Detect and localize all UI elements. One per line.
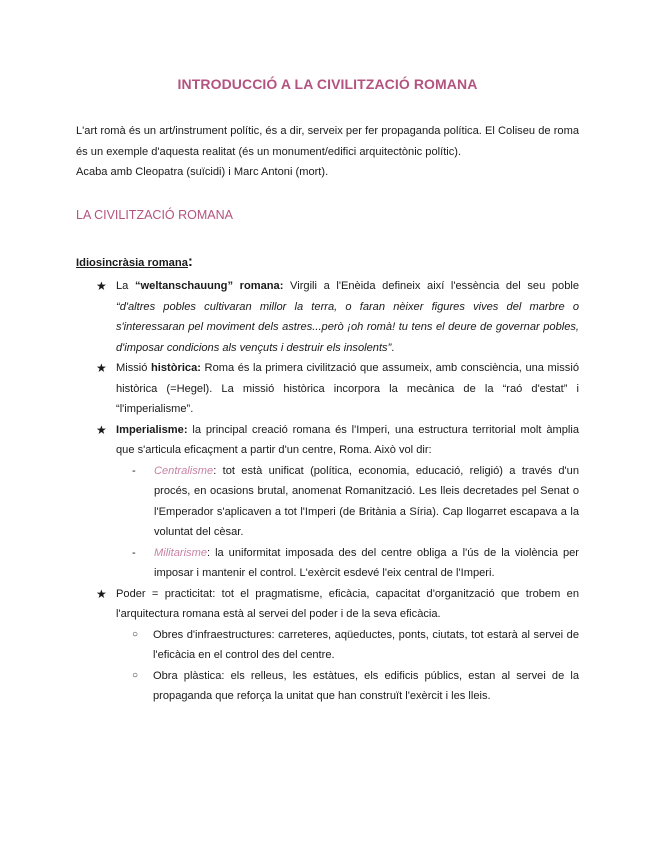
star-bullet-icon: ★: [96, 361, 107, 375]
list-item-missio: [76, 358, 579, 420]
circle-bullet-icon: ○: [132, 669, 139, 681]
subheading-colon: :: [187, 253, 193, 270]
sub-item-term: Centralisme: [154, 464, 214, 477]
intro-paragraph: L'art romà és un art/instrument polític, és a dir, serveix per fer propaganda política. El Coliseu de roma és un exemple d'aquesta realitat (és un monument/edifici arquitectònic polític).: [76, 125, 579, 158]
bullet-list: [76, 276, 579, 707]
list-item-imperialisme: [76, 420, 579, 461]
sub-item-text: Obra plàstica: els relleus, les estàtues, els edificis públics, estan al servei de la propaganda que reforça la unitat que han construït l'exèrcit i les lleis.: [153, 669, 579, 702]
intro-paragraph-2: Acaba amb Cleopatra (suïcidi) i Marc Antoni (mort).: [76, 166, 329, 178]
sub-item-infraestructures: [76, 625, 579, 666]
item-term: “weltanschauung” romana:: [134, 280, 284, 292]
circle-bullet-icon: ○: [132, 628, 139, 640]
item-quote: “d'altres pobles cultivaran millor la terra, o faran nèixer figures vives del marbre o s'interessaran pel moviment dels astres...però ¡oh romà! tu tens el deure de governar pobles, d'imposar condicions als vençuts i destruir els insolents”: [116, 300, 579, 354]
sub-item-term: Militarisme: [154, 546, 208, 559]
subheading: [76, 253, 193, 270]
dash-bullet: -: [132, 464, 136, 477]
page-title: INTRODUCCIÓ A LA CIVILITZACIÓ ROMANA: [177, 76, 478, 92]
sub-item-text: : la uniformitat imposada des del centre obliga a l'ús de la violència per imposar i mantenir el control. L'exèrcit esdevé l'eix central de l'Imperi.: [154, 546, 579, 579]
star-bullet-icon: ★: [96, 422, 107, 437]
star-bullet-icon: ★: [96, 586, 107, 601]
sub-item-militarisme: [76, 543, 579, 584]
star-bullet-icon: ★: [96, 279, 107, 293]
item-text: Roma és la primera civilització que assumeix, amb consciència, una missió històrica (=Hegel). La missió històrica incorpora la mecànica de la “raó d'estat” i “l'imperialisme”.: [116, 362, 579, 415]
item-prefix: Missió: [116, 362, 152, 374]
subheading-label: Idiosincràsia romana: [76, 257, 188, 269]
item-text: Virgili a l'Enèida defineix així l'essència del seu poble: [283, 280, 580, 292]
sub-item-centralisme: [76, 461, 579, 543]
item-term: històrica:: [151, 362, 201, 374]
item-term: Imperialisme:: [116, 423, 188, 436]
item-end: .: [391, 341, 395, 354]
dash-bullet: -: [132, 546, 136, 559]
sub-item-text: : tot està unificat (política, economia, educació, religió) a través d'un procés, en ocasions brutal, anomenat Romanització. Les lleis decretades pel Senat o l'Emperador s'aplicaven a tot l'Imperi (de Britània a Síria). Cap llogarret escapava a la voluntat del cèsar.: [154, 464, 579, 538]
section-heading: LA CIVILITZACIÓ ROMANA: [76, 208, 233, 222]
sub-item-obra-plastica: [76, 666, 579, 707]
list-item-weltanschauung: [76, 276, 579, 358]
item-prefix: La: [116, 280, 135, 292]
intro-block: [76, 121, 579, 183]
item-text: la principal creació romana és l'Imperi, una estructura territorial molt àmplia que s'articula eficaçment a partir d'un centre, Roma. Això vol dir:: [116, 423, 579, 456]
sub-item-text: Obres d'infraestructures: carreteres, aqüeductes, ponts, ciutats, tot estarà al servei de l'eficàcia en el control des del centre.: [153, 628, 579, 661]
list-item-poder: [76, 584, 579, 625]
item-text: Poder = practicitat: tot el pragmatisme, eficàcia, capacitat d'organització que trobem en l'arquitectura romana està al servei del poder i de la seva eficàcia.: [116, 587, 579, 620]
